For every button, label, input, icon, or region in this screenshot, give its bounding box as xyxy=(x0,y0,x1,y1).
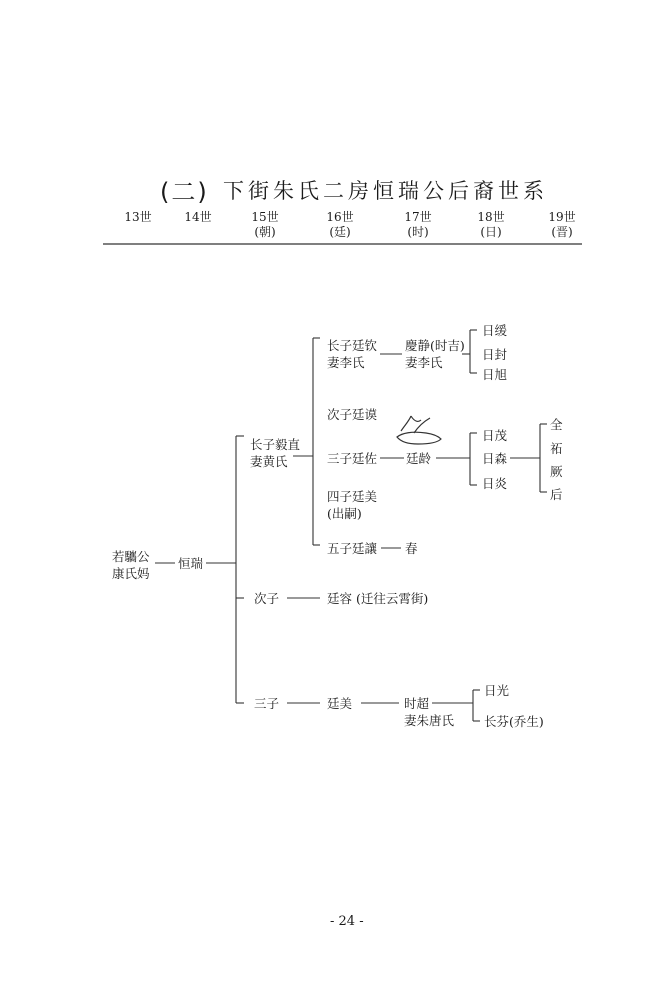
generation-note: (日) xyxy=(480,225,502,239)
person-spouse: 妻李氏 xyxy=(327,355,365,370)
person-qingjing xyxy=(405,337,465,371)
generation-note: (朝) xyxy=(254,225,276,239)
page-number: - 24 - xyxy=(330,914,364,929)
person-riguang: 日光 xyxy=(484,683,510,698)
person-tingling: 廷龄 xyxy=(406,451,432,466)
person-name: 慶静(时吉) xyxy=(405,338,465,353)
person-rifeng: 日封 xyxy=(482,347,508,362)
person-ruoxin xyxy=(112,548,150,582)
person-shichao xyxy=(404,695,454,729)
generation-label: 15世 xyxy=(251,210,279,224)
generation-note: (廷) xyxy=(329,225,351,239)
person-hengrui: 恒瑞 xyxy=(178,556,204,571)
person-cizi: 次子 xyxy=(254,591,280,606)
generation-note: (时) xyxy=(407,225,429,239)
title-number-mark: (二) xyxy=(160,178,209,206)
person-tingmo: 次子廷谟 xyxy=(327,407,378,422)
generation-note: (晋) xyxy=(551,225,573,239)
person-tingrang: 五子廷讓 xyxy=(327,541,378,556)
person-tingmei-4 xyxy=(327,488,377,522)
person-spouse: 妻黄氏 xyxy=(250,454,288,469)
person-name: 若驨公 xyxy=(112,549,150,564)
person-name: 时超 xyxy=(404,696,430,711)
page-title: 下街朱氏二房恒瑞公后裔世系 xyxy=(223,179,548,203)
person-name: 长子毅直 xyxy=(250,437,301,452)
person-changfen: 长芬(乔生) xyxy=(484,714,544,729)
person-jue: 厥 xyxy=(550,464,563,479)
person-tingqin xyxy=(327,337,377,371)
person-risen: 日森 xyxy=(482,451,508,466)
person-spouse: 康氏妈 xyxy=(112,566,150,581)
person-tingzuo: 三子廷佐 xyxy=(327,451,378,466)
person-riyuan: 日缓 xyxy=(482,323,508,338)
generation-label: 16世 xyxy=(326,210,354,224)
person-name: 四子廷美 xyxy=(327,489,378,504)
person-quan: 全 xyxy=(550,417,563,432)
person-rimao: 日茂 xyxy=(482,428,508,443)
person-chun: 春 xyxy=(405,541,418,556)
person-name: 长子廷钦 xyxy=(327,338,378,353)
person-tingrong: 廷容 (迁往云霄街) xyxy=(327,591,429,606)
person-spouse: 妻朱唐氏 xyxy=(404,713,455,728)
person-note: (出嗣) xyxy=(327,506,362,521)
person-rixu: 日旭 xyxy=(482,367,508,382)
person-hou: 后 xyxy=(550,487,563,502)
generation-label: 17世 xyxy=(404,210,432,224)
generation-label: 14世 xyxy=(184,210,212,224)
person-yizhi xyxy=(250,436,300,470)
person-riyan: 日炎 xyxy=(482,476,508,491)
generation-label: 19世 xyxy=(548,210,576,224)
person-shi: 祏 xyxy=(550,441,563,456)
person-tingmei-3: 廷美 xyxy=(327,696,353,711)
generation-label: 18世 xyxy=(477,210,505,224)
person-spouse: 妻李氏 xyxy=(405,355,443,370)
generation-label: 13世 xyxy=(124,210,152,224)
person-sanzi: 三子 xyxy=(254,696,280,711)
